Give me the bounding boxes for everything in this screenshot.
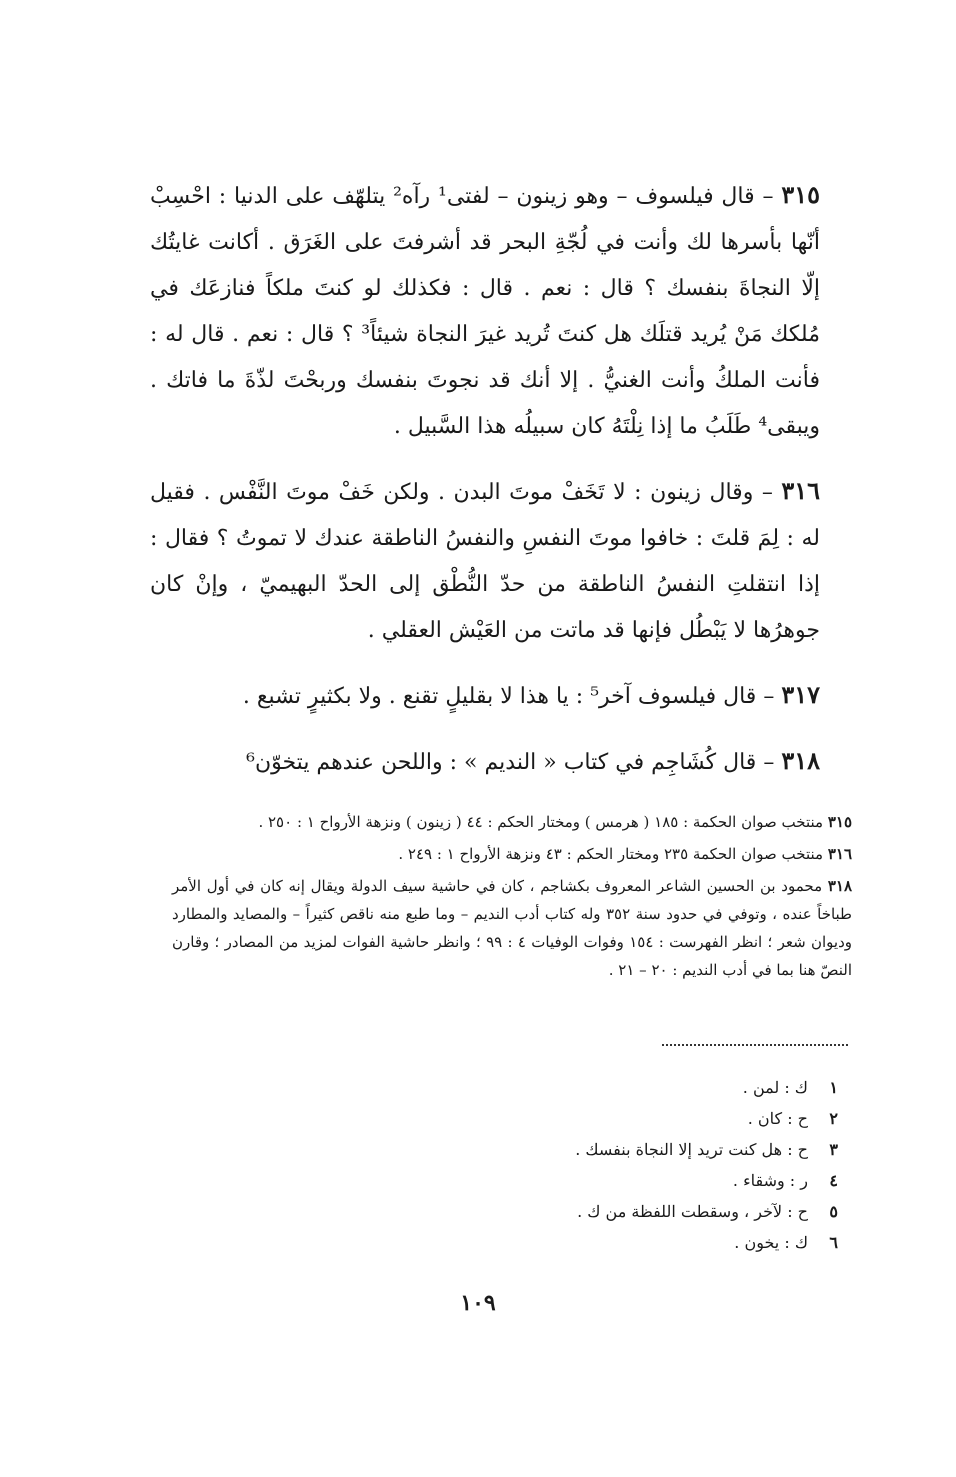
variant-1	[575, 1072, 838, 1103]
note-number: ٣١٥	[827, 813, 852, 831]
variant-text: ك : لمن .	[742, 1078, 808, 1097]
paragraph-number: ٣١٧	[781, 680, 820, 709]
note-text: منتخب صوان الحكمة ٢٣٥ ومختار الحكم : ٤٣ ونزهة الأرواح ١ : ٢٤٩ .	[398, 845, 824, 863]
variant-text: ح : لآخر ، وسقطت اللفظة من ك .	[577, 1202, 808, 1221]
variant-number: ١	[829, 1078, 838, 1097]
paragraph-number: ٣١٥	[781, 180, 820, 209]
note-318	[172, 872, 852, 984]
variant-6	[575, 1227, 838, 1258]
variant-4	[575, 1165, 838, 1196]
note-316	[172, 840, 852, 868]
variant-number: ٥	[829, 1202, 838, 1221]
paragraph-number: ٣١٨	[781, 746, 820, 775]
note-315	[172, 808, 852, 836]
variant-text: ك : يخون .	[734, 1233, 808, 1252]
variant-number: ٤	[829, 1171, 838, 1190]
variant-text: ح : هل كنت تريد إلا النجاة بنفسك .	[575, 1140, 808, 1159]
note-number: ٣١٦	[827, 845, 852, 863]
note-text: محمود بن الحسين الشاعر المعروف بكشاجم ، كان في حاشية سيف الدولة ويقال إنه كان في أول الأمر طباخاً عنده ، وتوفي في حدود سنة ٣٥٢ وله كتاب أدب النديم – وما طبع منه ناقص كثيراً – والمصايد والمطارد وديوان شعر ؛ انظر الفهرست : ١٥٤ وفوات الوفيات ٤ : ٩٩ ؛ وانظر حاشية الفوات لمزيد من المصادر ؛ وقارن النصّ هنا بما في أدب النديم : ٢٠ – ٢١ .	[172, 877, 852, 979]
paragraph-text: – قال فيلسوف آخر⁵ : يا هذا لا بقليلٍ تقنع . ولا بكثيرٍ تشبع .	[242, 684, 775, 709]
paragraph-text: – وقال زينون : لا تَخَفْ موتَ البدن . ولكن خَفْ موتَ النَّفْس . فقيل له : لِمَ قلتَ : خافوا موتَ النفسِ والنفسُ الناطقة عندك لا تموتُ ؟ فقال : إذا انتقلتِ النفسُ الناطقة من حدّ النُّطْق إلى الحدّ البهيميّ ، وإنْ كان جوهرُها لا يَبْطُل فإنها قد ماتت من العَيْش العقلي .	[150, 480, 820, 643]
paragraph-text: – قال فيلسوف – وهو زينون – لفتى¹ رآه² يتلهّف على الدنيا : احْسِبْ أنّها بأسرها لك وأنت في لُجّةِ البحر قد أشرفتَ على الغَرَق . أكانت غايتُك إلّا النجاةَ بنفسك ؟ قال : نعم . قال : فكذلك لو كنتَ ملكاً فنازعَك في مُلكك مَنْ يُريد قتلَك هل كنتَ تُريد غيرَ النجاة شيئاً³ ؟ قال : نعم . قال له : فأنت الملكُ وأنت الغنيُّ . إلا أنك قد نجوتَ بنفسك وربحْتَ لذّةَ ما فاتك . ويبقى⁴ طَلَبُ ما إذا نِلْتَهُ كان سبيلُه هذا السَّبيل .	[150, 184, 820, 439]
variant-number: ٢	[829, 1109, 838, 1128]
note-text: منتخب صوان الحكمة : ١٨٥ ( هرمس ) ومختار الحكم : ٤٤ ( زينون ) ونزهة الأرواح ١ : ٢٥٠ .	[258, 813, 824, 831]
note-number: ٣١٨	[827, 877, 852, 895]
dotted-divider	[662, 1044, 848, 1046]
variant-text: ر : وشقاء .	[732, 1171, 808, 1190]
paragraph-number: ٣١٦	[781, 476, 820, 505]
variant-number: ٣	[829, 1140, 838, 1159]
variant-3	[575, 1134, 838, 1165]
page-number: ١٠٩	[460, 1290, 496, 1316]
paragraph-317	[150, 672, 820, 720]
variant-5	[575, 1196, 838, 1227]
paragraph-text: – قال كُشَاجِم في كتاب « النديم » : واللحن عندهم يتخوّن⁶	[246, 750, 775, 775]
variant-text: ح : كان .	[747, 1109, 808, 1128]
paragraph-318	[150, 738, 820, 786]
variant-2	[575, 1103, 838, 1134]
variant-number: ٦	[829, 1233, 838, 1252]
paragraph-316	[150, 468, 820, 654]
source-notes	[172, 808, 852, 988]
main-text	[150, 172, 820, 786]
variant-readings	[575, 1072, 838, 1258]
paragraph-315	[150, 172, 820, 450]
